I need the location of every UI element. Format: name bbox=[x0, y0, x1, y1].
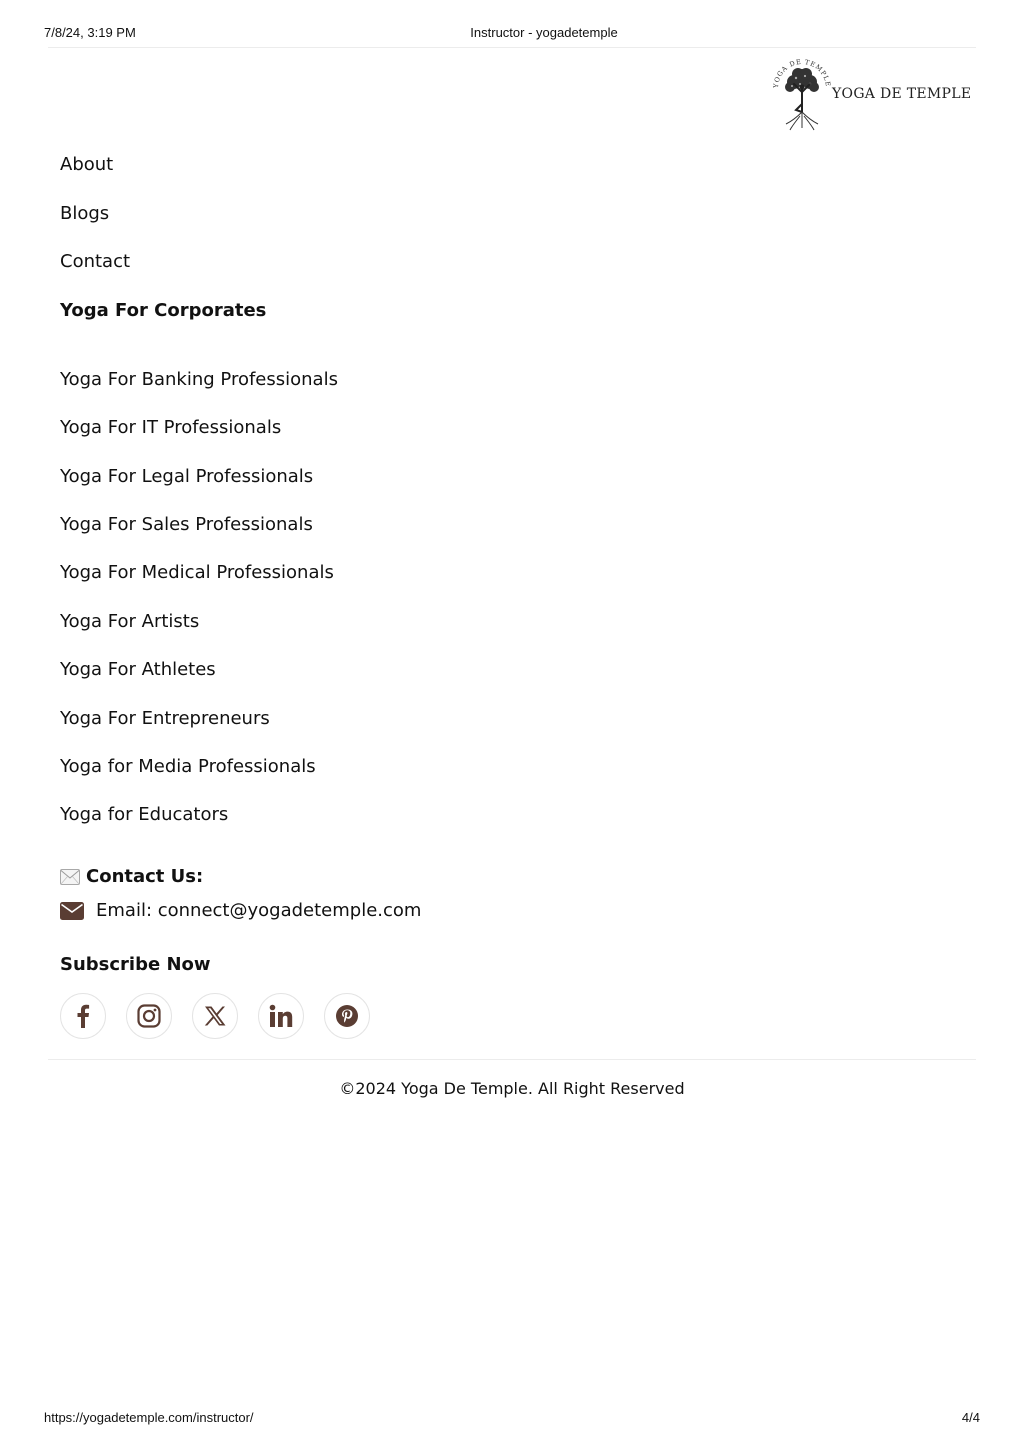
linkedin-icon bbox=[269, 1004, 293, 1028]
print-footer bbox=[44, 1410, 980, 1428]
nav-heading-yoga-for-corporates[interactable]: Yoga For Corporates bbox=[60, 300, 267, 321]
print-header bbox=[44, 24, 980, 42]
linkedin-link[interactable] bbox=[258, 993, 304, 1039]
nav-link-legal-professionals[interactable]: Yoga For Legal Professionals bbox=[60, 466, 314, 487]
print-url: https://yogadetemple.com/instructor/ bbox=[44, 1410, 254, 1425]
contact-us-heading bbox=[60, 866, 203, 887]
print-page-number: 4/4 bbox=[961, 1410, 980, 1425]
nav-link-blogs[interactable]: Blogs bbox=[60, 203, 110, 224]
nav-link-educators[interactable]: Yoga for Educators bbox=[60, 804, 229, 825]
nav-link-medical-professionals[interactable]: Yoga For Medical Professionals bbox=[60, 562, 334, 583]
header-divider bbox=[48, 47, 976, 48]
instagram-link[interactable] bbox=[126, 993, 172, 1039]
facebook-link[interactable] bbox=[60, 993, 106, 1039]
svg-text:YOGA DE TEMPLE: YOGA DE TEMPLE bbox=[771, 57, 832, 89]
facebook-icon bbox=[76, 1004, 90, 1028]
nav-link-athletes[interactable]: Yoga For Athletes bbox=[60, 659, 216, 680]
x-link[interactable] bbox=[192, 993, 238, 1039]
contact-us-label: Contact Us: bbox=[86, 866, 204, 887]
x-icon bbox=[204, 1006, 226, 1026]
nav-link-sales-professionals[interactable]: Yoga For Sales Professionals bbox=[60, 514, 313, 535]
print-datetime: 7/8/24, 3:19 PM bbox=[44, 25, 136, 40]
envelope-icon bbox=[60, 902, 84, 920]
pinterest-link[interactable] bbox=[324, 993, 370, 1039]
instagram-icon bbox=[137, 1004, 161, 1028]
subscribe-heading: Subscribe Now bbox=[60, 954, 211, 975]
nav-link-banking-professionals[interactable]: Yoga For Banking Professionals bbox=[60, 369, 338, 390]
nav-link-media-professionals[interactable]: Yoga for Media Professionals bbox=[60, 756, 316, 777]
print-page-title: Instructor - yogadetemple bbox=[470, 25, 618, 40]
social-links bbox=[60, 993, 370, 1039]
email-row[interactable] bbox=[60, 900, 421, 921]
pinterest-icon bbox=[336, 1005, 358, 1027]
nav-link-entrepreneurs[interactable]: Yoga For Entrepreneurs bbox=[60, 708, 270, 729]
copyright-text: ©2024 Yoga De Temple. All Right Reserved bbox=[339, 1079, 685, 1098]
logo-brand-text: YOGA DE TEMPLE bbox=[832, 86, 972, 102]
footer-divider bbox=[48, 1059, 976, 1060]
nav-link-about[interactable]: About bbox=[60, 154, 114, 175]
mail-emoji-icon bbox=[60, 869, 80, 885]
site-logo[interactable] bbox=[770, 54, 972, 134]
nav-link-contact[interactable]: Contact bbox=[60, 251, 131, 272]
nav-link-it-professionals[interactable]: Yoga For IT Professionals bbox=[60, 417, 282, 438]
email-text[interactable]: Email: connect@yogadetemple.com bbox=[96, 900, 422, 921]
tree-yogi-logo-icon bbox=[770, 54, 832, 134]
nav-link-artists[interactable]: Yoga For Artists bbox=[60, 611, 200, 632]
